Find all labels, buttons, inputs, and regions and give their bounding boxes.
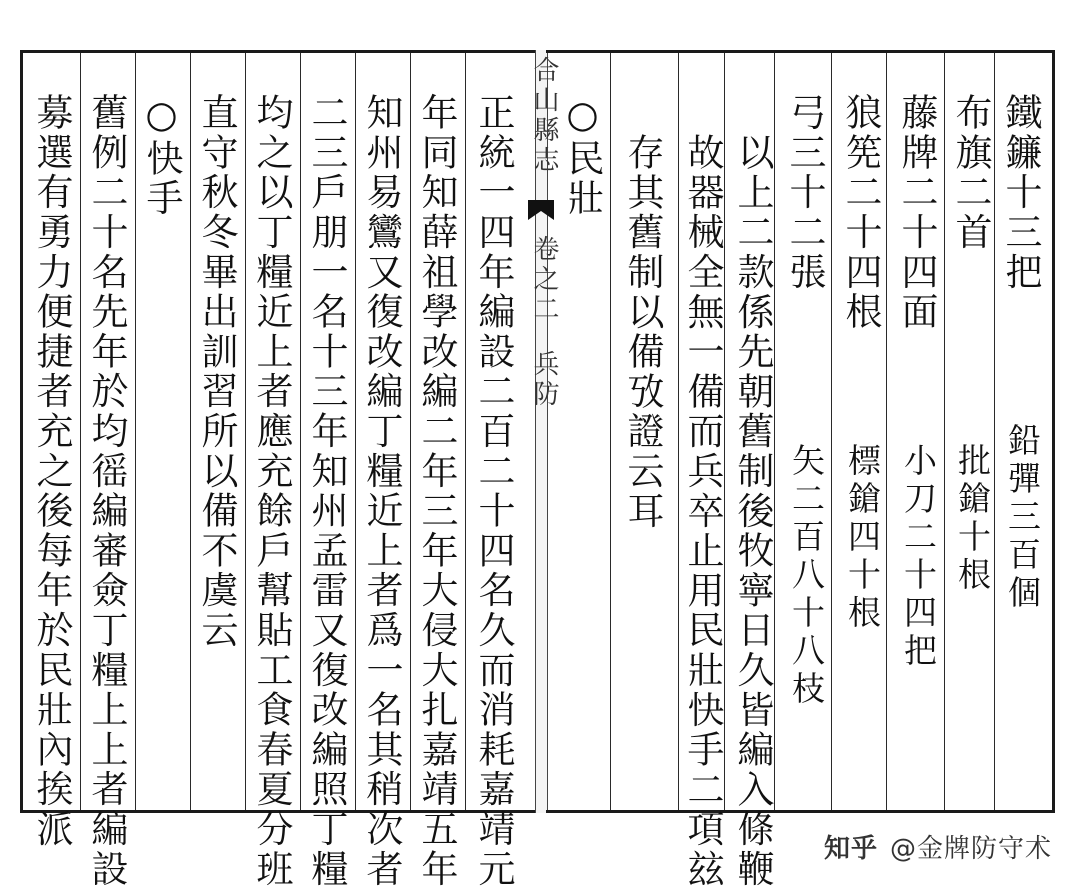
column-rule [355,53,356,810]
text-column: 年同知薛祖學改編二年三年大侵大扎嘉靖五年 [415,93,458,889]
left-page [20,50,538,889]
column-rule [300,53,301,810]
text-column: 故器械全無一備而兵卒止用民壯快手二項玆 [681,133,724,890]
text-column: 均之以丁糧近上者應充餘戶幫貼工食春夏分班 [250,93,293,889]
text-column: 二三戶朋一名十三年知州孟雷又復改編照丁糧 [305,93,348,889]
column-rule [944,53,945,810]
watermark [824,828,1052,865]
text-column: 直守秋冬畢出訓習所以備不虞云 [195,93,238,651]
column-rule [831,53,832,810]
text-column: 存其舊制以備攷證云耳 [621,133,664,531]
column-rule [465,53,466,810]
inventory-subitem: 鉛彈三百個 [1003,423,1042,613]
column-rule [135,53,136,810]
column-rule [724,53,725,810]
inventory-item: 弓三十二張 [783,93,826,292]
inventory-item: 狼筅二十四根 [839,93,882,332]
column-rule [610,53,611,810]
inventory-item: 藤牌二十四面 [895,93,938,332]
column-rule [410,53,411,810]
text-column: 正統一四年編設二百二十四名久而消耗嘉靖元 [472,93,515,889]
inventory-subitem: 標鎗四十根 [843,443,882,633]
text-column: 舊例二十名先年於均徭編審僉丁糧上上者編設 [85,93,128,889]
section-heading: ○快手 [140,93,183,219]
inventory-subitem: 批鎗十根 [953,443,992,595]
column-rule [245,53,246,810]
book-title: 合山縣志 [529,56,559,176]
watermark-site: 知乎 [823,834,878,864]
column-rule [80,53,81,810]
column-rule [678,53,679,810]
column-rule [774,53,775,810]
text-column: 募選有勇力便捷者充之後每年於民壯內挨派 [30,93,73,850]
section-label: 兵防 [529,350,559,410]
column-rule [190,53,191,810]
inventory-subitem: 小刀二十四把 [899,443,938,671]
section-heading: ○民壯 [561,93,604,219]
volume-label: 卷之二 [529,235,559,325]
inventory-item: 布旗二首 [949,93,992,253]
inventory-item: 鐵鐮十三把 [999,93,1042,292]
column-rule [994,53,995,810]
text-column: 以上二款係先朝舊制後牧寧日久皆編入條鞭 [731,133,774,890]
inventory-subitem: 矢二百八十八枝 [787,443,826,709]
watermark-author: @金牌防守术 [889,834,1052,864]
column-rule [886,53,887,810]
text-column: 知州易鸞又復改編丁糧近上者爲一名其稍次者 [360,93,403,889]
